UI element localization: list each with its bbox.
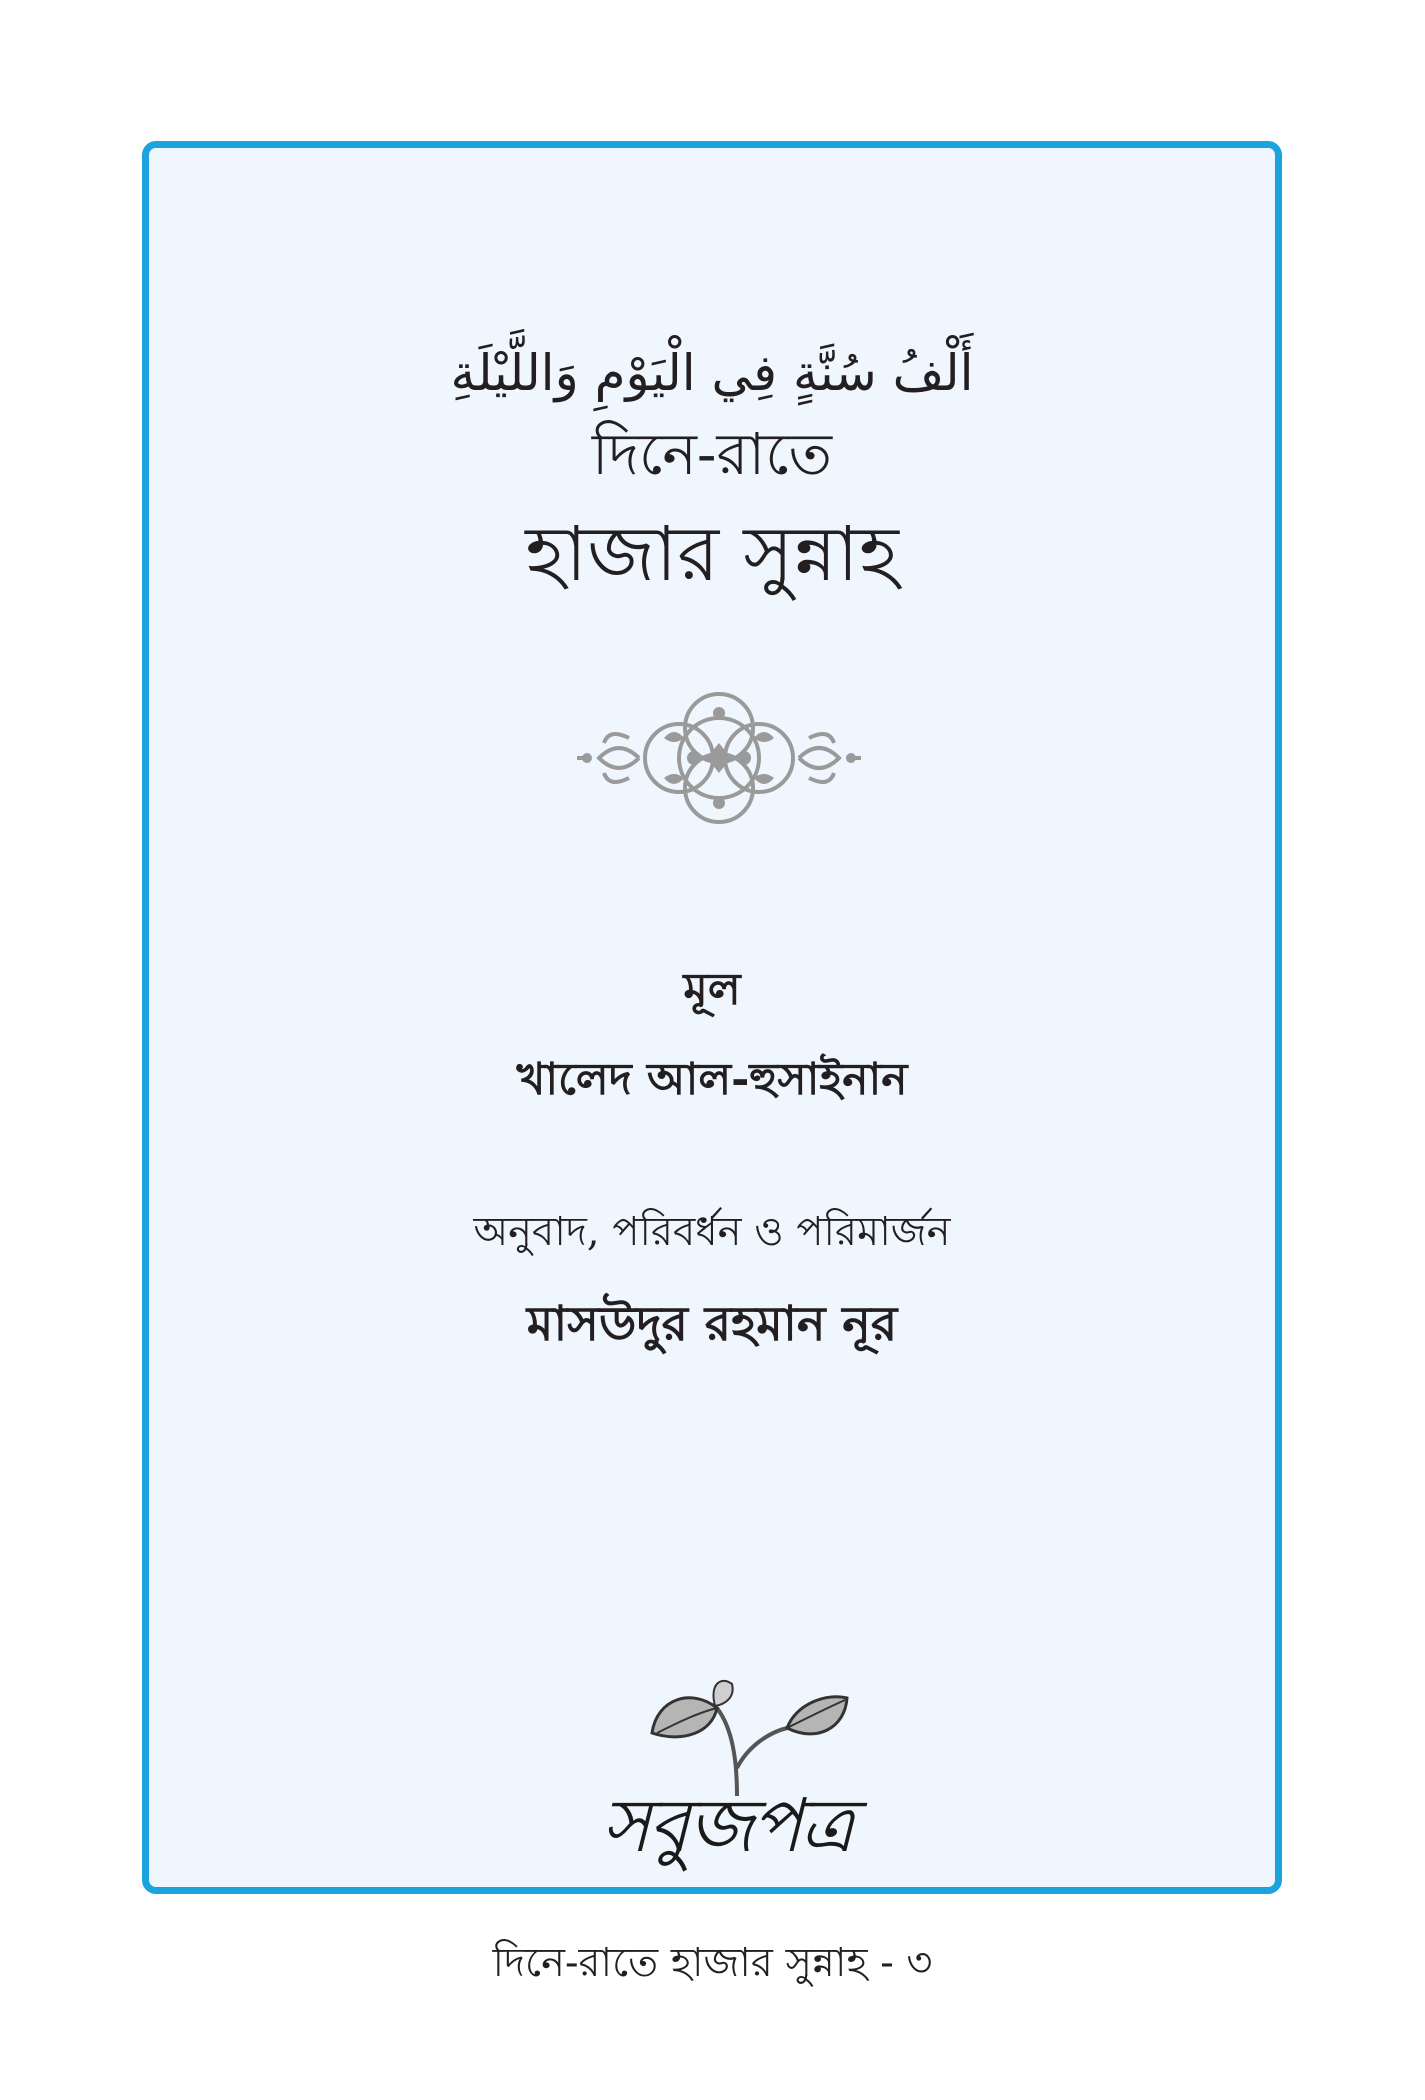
translator-name: মাসউদুর রহমান নূর [526,1296,898,1352]
publisher-logo [597,1678,857,1878]
title-page-frame [142,141,1282,1894]
book-title-line2: হাজার সুন্নাহ [525,509,899,598]
author-name: খালেদ আল-হুসাইনান [516,1054,908,1105]
original-label: মূল [683,964,741,1015]
arabic-title: أَلْفُ سُنَّةٍ فِي الْيَوْمِ وَاللَّيْلَةِ [450,344,974,402]
floral-ornament-icon [569,668,869,848]
running-footer: দিনে-রাতে হাজার সুন্নাহ - ৩ [492,1940,933,1986]
translation-label: অনুবাদ, পরিবর্ধন ও পরিমার্জন [473,1209,951,1255]
publisher-logo-text: সবুজপত্র [601,1783,853,1869]
book-title-line1: দিনে-রাতে [591,420,833,488]
